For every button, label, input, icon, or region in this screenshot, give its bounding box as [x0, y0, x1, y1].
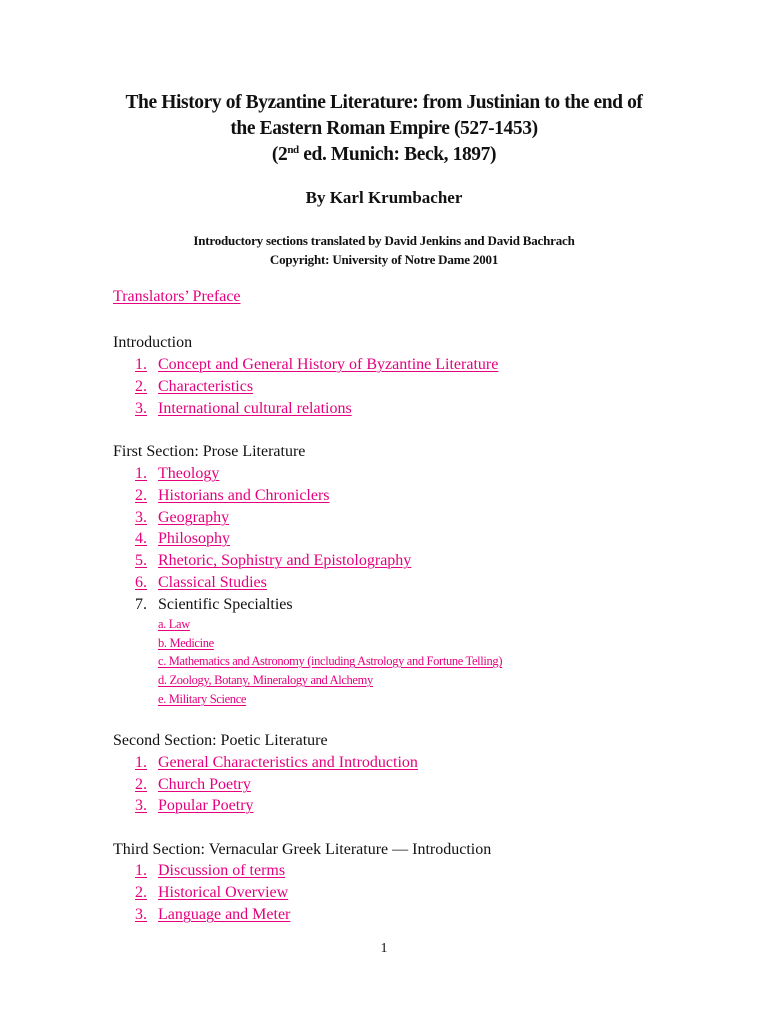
subitem-link-zoology[interactable]: d. Zoology, Botany, Mineralogy and Alchemy	[158, 673, 373, 687]
preface-row	[113, 286, 241, 308]
subitem[interactable]	[158, 690, 246, 708]
subitem-link-mathematics[interactable]: c. Mathematics and Astronomy (including Astrology and Fortune Telling)	[158, 654, 503, 668]
edition-prefix: (2	[271, 144, 288, 165]
item-number[interactable]: 2.	[135, 378, 147, 395]
translators-credit: Introductory sections translated by David Jenkins and David Bachrach	[193, 233, 575, 248]
item-number[interactable]: 3.	[135, 906, 147, 923]
prose-link-classical-studies[interactable]: Classical Studies	[158, 574, 267, 591]
toc-item[interactable]	[135, 398, 352, 420]
toc-item[interactable]	[135, 572, 267, 594]
section3-heading: Third Section: Vernacular Greek Literature — Introduction	[113, 841, 492, 858]
title-line-2: the Eastern Roman Empire (527-1453)	[230, 118, 538, 139]
toc-item[interactable]	[135, 507, 229, 529]
credits-block	[0, 231, 768, 269]
vernacular-link-terms[interactable]: Discussion of terms	[158, 862, 286, 879]
subitem[interactable]	[158, 671, 373, 689]
prose-link-rhetoric[interactable]: Rhetoric, Sophistry and Epistolography	[158, 552, 412, 569]
toc-item[interactable]	[135, 795, 254, 817]
item-number[interactable]: 2.	[135, 487, 147, 504]
item-number[interactable]: 1.	[135, 754, 147, 771]
toc-item[interactable]	[135, 860, 285, 882]
prose-link-philosophy[interactable]: Philosophy	[158, 530, 231, 547]
toc-item[interactable]	[135, 550, 411, 572]
toc-item[interactable]	[135, 376, 253, 398]
prose-link-historians[interactable]: Historians and Chroniclers	[158, 487, 330, 504]
item-number[interactable]: 3.	[135, 509, 147, 526]
scientific-specialties-label: Scientific Specialties	[158, 596, 293, 613]
subitem[interactable]	[158, 615, 190, 633]
item-number: 7.	[135, 596, 147, 613]
intro-link-characteristics[interactable]: Characteristics	[158, 378, 254, 395]
subitem[interactable]	[158, 634, 214, 652]
subitem[interactable]	[158, 652, 502, 670]
author-line: By Karl Krumbacher	[305, 188, 463, 207]
item-number[interactable]: 3.	[135, 400, 147, 417]
poetic-link-general[interactable]: General Characteristics and Introduction	[158, 754, 418, 771]
document-title	[0, 90, 768, 168]
toc-item[interactable]	[135, 752, 418, 774]
toc-item	[135, 594, 293, 616]
section1-heading: First Section: Prose Literature	[113, 443, 306, 460]
introduction-heading: Introduction	[113, 334, 193, 351]
item-number[interactable]: 1.	[135, 356, 147, 373]
edition-suffix: ed. Munich: Beck, 1897)	[298, 144, 497, 165]
toc-item[interactable]	[135, 774, 251, 796]
item-number[interactable]: 1.	[135, 465, 147, 482]
prose-link-geography[interactable]: Geography	[158, 509, 230, 526]
subitem-link-military-science[interactable]: e. Military Science	[158, 692, 247, 706]
item-number[interactable]: 3.	[135, 797, 147, 814]
section2-heading: Second Section: Poetic Literature	[113, 732, 328, 749]
subitem-link-medicine[interactable]: b. Medicine	[158, 636, 214, 650]
subitem-link-law[interactable]: a. Law	[158, 617, 190, 631]
item-number[interactable]: 2.	[135, 776, 147, 793]
page-number: 1	[380, 941, 388, 956]
vernacular-link-language-meter[interactable]: Language and Meter	[158, 906, 291, 923]
copyright-notice: Copyright: University of Notre Dame 2001	[269, 252, 499, 267]
toc-item[interactable]	[135, 463, 219, 485]
item-number[interactable]: 5.	[135, 552, 147, 569]
item-number[interactable]: 2.	[135, 884, 147, 901]
toc-item[interactable]	[135, 904, 290, 926]
translators-preface-link[interactable]: Translators’ Preface	[113, 288, 241, 305]
prose-link-theology[interactable]: Theology	[158, 465, 220, 482]
item-number[interactable]: 6.	[135, 574, 147, 591]
intro-link-international-relations[interactable]: International cultural relations	[158, 400, 352, 417]
vernacular-link-historical-overview[interactable]: Historical Overview	[158, 884, 289, 901]
poetic-link-church-poetry[interactable]: Church Poetry	[158, 776, 251, 793]
toc-item[interactable]	[135, 882, 288, 904]
title-line-3	[0, 142, 768, 168]
edition-superscript: nd	[287, 144, 299, 156]
poetic-link-popular-poetry[interactable]: Popular Poetry	[158, 797, 254, 814]
toc-item[interactable]	[135, 485, 330, 507]
toc-item[interactable]	[135, 354, 498, 376]
title-line-1: The History of Byzantine Literature: from Justinian to the end of	[125, 92, 643, 113]
item-number[interactable]: 4.	[135, 530, 147, 547]
item-number[interactable]: 1.	[135, 862, 147, 879]
toc-item[interactable]	[135, 528, 230, 550]
intro-link-concept[interactable]: Concept and General History of Byzantine Literature	[158, 356, 499, 373]
